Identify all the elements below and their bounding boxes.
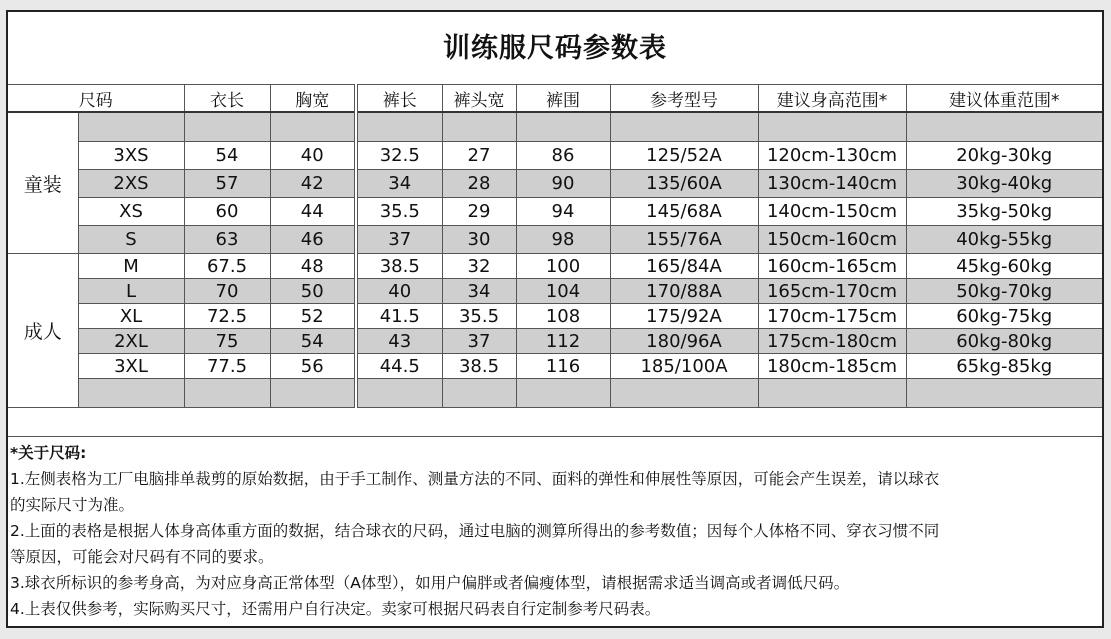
table-spacer [8, 408, 1102, 437]
table-cell: 135/60A [610, 170, 758, 198]
table-cell: 90 [516, 170, 610, 198]
table-cell: 86 [516, 142, 610, 170]
table-cell: 170cm-175cm [758, 304, 906, 329]
table-cell-empty [270, 379, 356, 408]
table-cell: 180/96A [610, 329, 758, 354]
table-row [8, 379, 1102, 408]
table-cell-empty [610, 379, 758, 408]
note-line: 4.上表仅供参考，实际购买尺寸，还需用户自行决定。卖家可根据尺码表自行定制参考尺码表。 [10, 600, 661, 618]
table-cell-empty [356, 112, 442, 142]
table-row [8, 254, 1102, 279]
table-cell: 77.5 [184, 354, 270, 379]
table-cell: 30kg-40kg [906, 170, 1102, 198]
table-row [8, 279, 1102, 304]
note-line: 2.上面的表格是根据人体身高体重方面的数据，结合球衣的尺码，通过电脑的测算所得出的参考数值；因每个人体格不同、穿衣习惯不同 [10, 522, 940, 540]
table-cell: 34 [442, 279, 516, 304]
table-cell: 37 [356, 226, 442, 254]
table-cell: 180cm-185cm [758, 354, 906, 379]
table-cell: 52 [270, 304, 356, 329]
table-cell: 104 [516, 279, 610, 304]
table-row [8, 198, 1102, 226]
table-cell: 38.5 [356, 254, 442, 279]
table-cell: 40kg-55kg [906, 226, 1102, 254]
table-cell-empty [758, 112, 906, 142]
table-cell: 56 [270, 354, 356, 379]
table-cell: 175/92A [610, 304, 758, 329]
table-cell: 40 [356, 279, 442, 304]
note-line: 3.球衣所标识的参考身高，为对应身高正常体型（A体型），如用户偏胖或者偏瘦体型，请根据需求适当调高或者调低尺码。 [10, 574, 850, 592]
table-cell: M [78, 254, 184, 279]
table-cell-empty [906, 112, 1102, 142]
table-row [8, 408, 1102, 437]
column-header: 建议身高范围* [758, 85, 906, 113]
note-line: 1.左侧表格为工厂电脑排单裁剪的原始数据，由于手工制作、测量方法的不同、面料的弹性和伸展性等原因，可能会产生误差，请以球衣 [10, 470, 940, 488]
table-cell: 20kg-30kg [906, 142, 1102, 170]
table-cell: 43 [356, 329, 442, 354]
table-cell: 72.5 [184, 304, 270, 329]
table-cell: 2XL [78, 329, 184, 354]
table-cell: 98 [516, 226, 610, 254]
table-cell: 46 [270, 226, 356, 254]
table-cell: 45kg-60kg [906, 254, 1102, 279]
table-cell: S [78, 226, 184, 254]
table-cell: 40 [270, 142, 356, 170]
table-cell: 165/84A [610, 254, 758, 279]
group-label: 成人 [8, 254, 78, 408]
table-cell-empty [270, 112, 356, 142]
table-cell: 185/100A [610, 354, 758, 379]
table-cell: 50kg-70kg [906, 279, 1102, 304]
table-cell: XL [78, 304, 184, 329]
table-cell: 34 [356, 170, 442, 198]
column-header: 裤长 [356, 85, 442, 113]
table-cell: 160cm-165cm [758, 254, 906, 279]
table-cell: 60kg-75kg [906, 304, 1102, 329]
table-cell-empty [516, 379, 610, 408]
table-row [8, 142, 1102, 170]
table-cell: 41.5 [356, 304, 442, 329]
table-cell: 125/52A [610, 142, 758, 170]
table-row [8, 85, 1102, 113]
table-cell-empty [184, 379, 270, 408]
page-title: 训练服尺码参数表 [443, 33, 667, 64]
table-cell: 35.5 [356, 198, 442, 226]
table-cell: 70 [184, 279, 270, 304]
table-cell: 27 [442, 142, 516, 170]
table-cell: 37 [442, 329, 516, 354]
table-cell: 60kg-80kg [906, 329, 1102, 354]
table-cell: 57 [184, 170, 270, 198]
header-size: 尺码 [8, 85, 184, 113]
table-cell: 65kg-85kg [906, 354, 1102, 379]
table-cell: 50 [270, 279, 356, 304]
table-row [8, 304, 1102, 329]
table-cell: 165cm-170cm [758, 279, 906, 304]
note-line: 等原因，可能会对尺码有不同的要求。 [10, 548, 274, 566]
group-label: 童装 [8, 112, 78, 254]
table-cell: 116 [516, 354, 610, 379]
table-cell: 35kg-50kg [906, 198, 1102, 226]
table-cell-empty [758, 379, 906, 408]
table-cell: 130cm-140cm [758, 170, 906, 198]
table-cell: 63 [184, 226, 270, 254]
table-cell: 32 [442, 254, 516, 279]
table-cell: 140cm-150cm [758, 198, 906, 226]
size-table [8, 84, 1102, 437]
table-cell: 38.5 [442, 354, 516, 379]
table-cell-empty [442, 379, 516, 408]
table-row [8, 329, 1102, 354]
table-cell-empty [78, 379, 184, 408]
column-header: 参考型号 [610, 85, 758, 113]
table-cell: 35.5 [442, 304, 516, 329]
table-cell: 60 [184, 198, 270, 226]
table-cell: 32.5 [356, 142, 442, 170]
table-cell: 100 [516, 254, 610, 279]
note-line: 的实际尺寸为准。 [10, 496, 135, 514]
table-cell: 29 [442, 198, 516, 226]
table-cell: 94 [516, 198, 610, 226]
table-cell: 30 [442, 226, 516, 254]
table-cell: 2XS [78, 170, 184, 198]
table-cell: 42 [270, 170, 356, 198]
size-notes [8, 440, 1102, 622]
notes-heading: *关于尺码: [10, 444, 87, 462]
table-cell: 48 [270, 254, 356, 279]
table-cell-empty [516, 112, 610, 142]
column-header: 建议体重范围* [906, 85, 1102, 113]
table-cell-empty [356, 379, 442, 408]
table-cell-empty [184, 112, 270, 142]
table-cell: 112 [516, 329, 610, 354]
table-cell: L [78, 279, 184, 304]
table-row [8, 354, 1102, 379]
table-cell: 170/88A [610, 279, 758, 304]
table-row [8, 226, 1102, 254]
table-cell: 155/76A [610, 226, 758, 254]
table-cell: 175cm-180cm [758, 329, 906, 354]
size-chart-sheet [6, 10, 1104, 628]
table-row [8, 170, 1102, 198]
column-header: 胸宽 [270, 85, 356, 113]
table-cell: 75 [184, 329, 270, 354]
column-header: 裤头宽 [442, 85, 516, 113]
table-cell: 67.5 [184, 254, 270, 279]
table-cell: 3XL [78, 354, 184, 379]
table-cell: 54 [184, 142, 270, 170]
table-cell-empty [442, 112, 516, 142]
table-cell: 145/68A [610, 198, 758, 226]
table-cell: 108 [516, 304, 610, 329]
column-header: 裤围 [516, 85, 610, 113]
table-cell: 44.5 [356, 354, 442, 379]
table-cell: 150cm-160cm [758, 226, 906, 254]
table-cell: 28 [442, 170, 516, 198]
table-cell: XS [78, 198, 184, 226]
table-cell-empty [78, 112, 184, 142]
column-header: 衣长 [184, 85, 270, 113]
table-cell: 120cm-130cm [758, 142, 906, 170]
table-row [8, 112, 1102, 142]
table-cell: 3XS [78, 142, 184, 170]
table-cell: 44 [270, 198, 356, 226]
table-cell: 54 [270, 329, 356, 354]
table-cell-empty [906, 379, 1102, 408]
table-cell-empty [610, 112, 758, 142]
